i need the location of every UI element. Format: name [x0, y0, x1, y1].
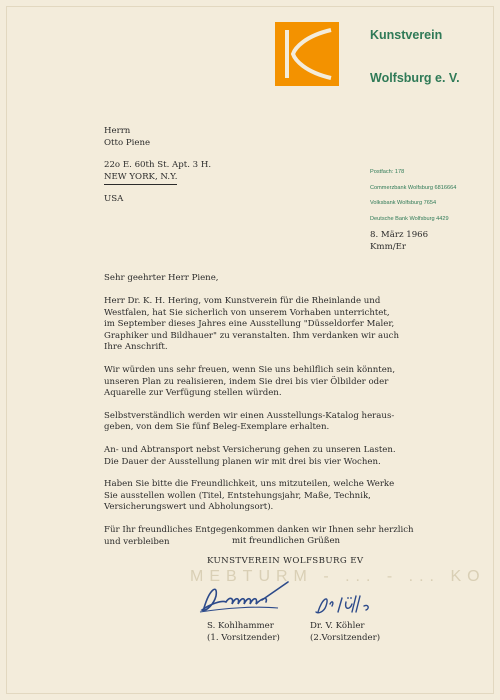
bank-line: Deutsche Bank Wolfsburg 4429	[370, 215, 449, 222]
paragraph	[104, 410, 434, 433]
address-city: NEW YORK, N.Y.	[104, 171, 177, 185]
signature-koehler	[312, 592, 382, 618]
body-line: unseren Plan zu realisieren, indem Sie drei bis vier Ölbilder oder	[104, 376, 389, 387]
body-line: Aquarelle zur Verfügung stellen würden.	[104, 388, 282, 399]
watermark-text: MEBTURM - ... - ... KO	[190, 568, 486, 585]
address-line: Otto Piene	[104, 138, 151, 148]
body-line: Die Dauer der Ausstellung planen wir mit drei bis vier Wochen.	[104, 456, 381, 467]
address-country: USA	[104, 194, 124, 204]
letter-body	[104, 295, 434, 558]
address-line: 22o E. 60th St. Apt. 3 H.	[104, 160, 212, 170]
body-line: Sie ausstellen wollen (Titel, Entstehungsjahr, Maße, Technik,	[104, 490, 371, 501]
address-line: Herrn	[104, 126, 131, 136]
kunstverein-logo-icon	[275, 22, 339, 86]
paragraph	[104, 478, 434, 513]
org-name-line1: Kunstverein	[370, 28, 443, 42]
body-line: und verbleiben	[104, 536, 170, 547]
body-line: geben, von dem Sie fünf Beleg-Exemplare erhalten.	[104, 422, 330, 433]
paragraph	[104, 444, 434, 467]
closing-phrase: mit freundlichen Grüßen	[232, 536, 341, 546]
body-line: Wir würden uns sehr freuen, wenn Sie uns behilflich sein könnten,	[104, 364, 396, 375]
letter-date: 8. März 1966	[370, 230, 429, 240]
body-line: Graphiker und Bildhauer" zu veranstalten. Ihm verdanken wir auch	[104, 330, 400, 341]
bank-info	[370, 165, 456, 227]
salutation: Sehr geehrter Herr Piene,	[104, 273, 219, 283]
body-line: Haben Sie bitte die Freundlichkeit, uns mitzuteilen, welche Werke	[104, 479, 395, 490]
org-name-line2: Wolfsburg e. V.	[370, 71, 460, 85]
bank-line: Postfach: 178	[370, 169, 405, 175]
body-line: Für Ihr freundliches Entgegenkommen danken wir Ihnen sehr herzlich	[104, 524, 414, 535]
signer-role: (2.Vorsitzender)	[310, 633, 381, 643]
signer-name: Dr. V. Köhler	[310, 621, 365, 631]
bank-line: Commerzbank Wolfsburg 6816664	[370, 184, 457, 191]
paragraph	[104, 364, 434, 399]
reference-code: Kmm/Er	[370, 242, 406, 252]
body-line: An- und Abtransport nebst Versicherung gehen zu unseren Lasten.	[104, 444, 396, 455]
signer-2	[310, 620, 380, 644]
signer-name: S. Kohlhammer	[207, 621, 274, 631]
body-line: Westfalen, hat Sie sicherlich von unserem Vorhaben unterrichtet,	[104, 307, 390, 318]
paragraph	[104, 295, 434, 353]
body-line: im September dieses Jahres eine Ausstellung "Düsseldorfer Maler,	[104, 319, 395, 330]
body-line: Selbstverständlich werden wir einen Ausstellungs-Katalog heraus-	[104, 410, 395, 421]
body-line: Herr Dr. K. H. Hering, vom Kunstverein für die Rheinlande und	[104, 296, 381, 306]
date-block	[370, 229, 428, 253]
signature-kohlhammer	[196, 578, 296, 618]
bank-line: Volksbank Wolfsburg 7654	[370, 200, 437, 206]
body-line: Ihre Anschrift.	[104, 342, 168, 353]
body-line: Versicherungswert und Abholungsort).	[104, 502, 274, 513]
signer-1	[207, 620, 280, 644]
org-signature-line: KUNSTVEREIN WOLFSBURG EV	[207, 556, 364, 566]
signer-role: (1. Vorsitzender)	[207, 633, 280, 643]
recipient-address	[104, 125, 211, 205]
